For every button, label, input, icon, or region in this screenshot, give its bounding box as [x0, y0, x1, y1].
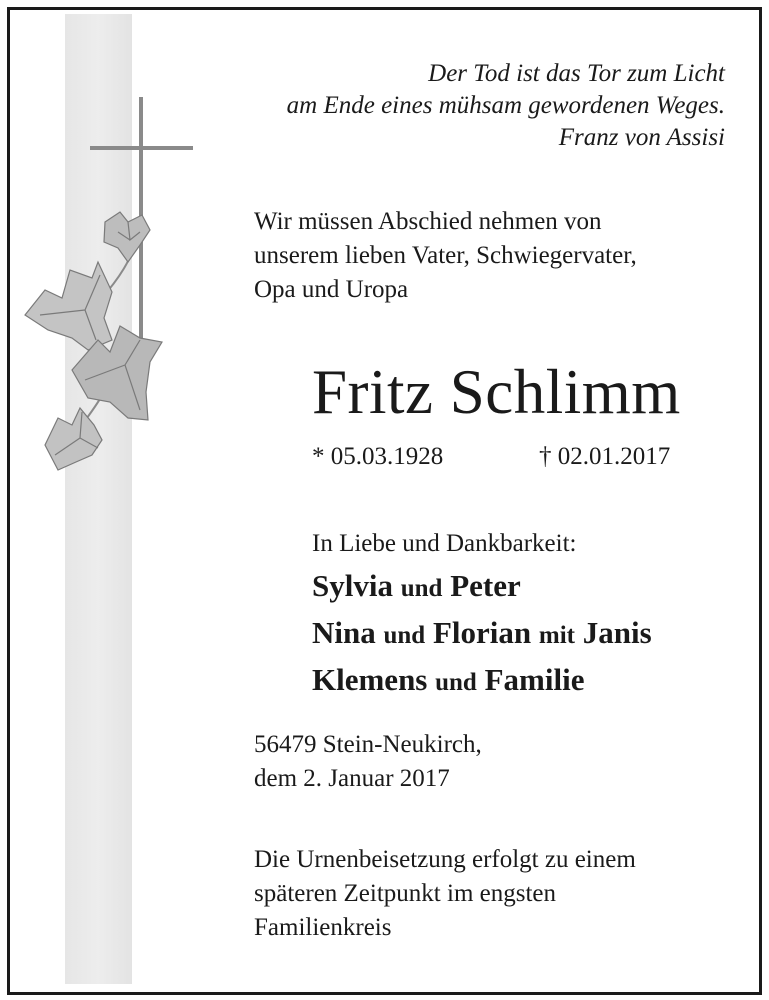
mourners-list: [312, 564, 652, 705]
intro-text: [254, 205, 637, 307]
mourner-conjunction: und: [400, 575, 443, 602]
mourner-name: Janis: [582, 615, 652, 650]
mourner-line: [312, 658, 652, 705]
mourner-line: [312, 564, 652, 611]
burial-notice: [254, 843, 636, 945]
mourner-name: Florian: [432, 615, 532, 650]
quote-line: am Ende eines mühsam gewordenen Weges.: [286, 92, 725, 119]
intro-line: Opa und Uropa: [254, 276, 409, 303]
quote-line: Der Tod ist das Tor zum Licht: [428, 60, 725, 87]
mourner-line: [312, 611, 652, 658]
place-line: 56479 Stein-Neukirch,: [254, 731, 482, 758]
burial-line: späteren Zeitpunkt im engsten: [254, 880, 557, 907]
burial-line: Familienkreis: [254, 914, 392, 941]
mourner-conjunction: und: [435, 669, 477, 696]
mourner-name: Sylvia: [312, 568, 393, 603]
mourner-name: Nina: [312, 615, 376, 650]
mourner-conjunction: mit: [538, 622, 575, 649]
intro-line: Wir müssen Abschied nehmen von: [254, 208, 602, 235]
thanks-line: In Liebe und Dankbarkeit:: [312, 530, 577, 557]
place-and-date: [254, 728, 482, 796]
mourner-name: Klemens: [312, 662, 428, 697]
burial-line: Die Urnenbeisetzung erfolgt zu einem: [254, 846, 636, 873]
mourner-name: Familie: [484, 662, 585, 697]
quote-author: Franz von Assisi: [558, 124, 725, 151]
date-line: dem 2. Januar 2017: [254, 765, 450, 792]
death-date: † 02.01.2017: [539, 443, 671, 470]
mourner-conjunction: und: [383, 622, 426, 649]
epigraph-quote: [165, 58, 725, 154]
mourner-name: Peter: [450, 568, 521, 603]
deceased-name: Fritz Schlimm: [312, 357, 681, 427]
birth-date: * 05.03.1928: [312, 443, 444, 470]
intro-line: unserem lieben Vater, Schwiegervater,: [254, 242, 637, 269]
